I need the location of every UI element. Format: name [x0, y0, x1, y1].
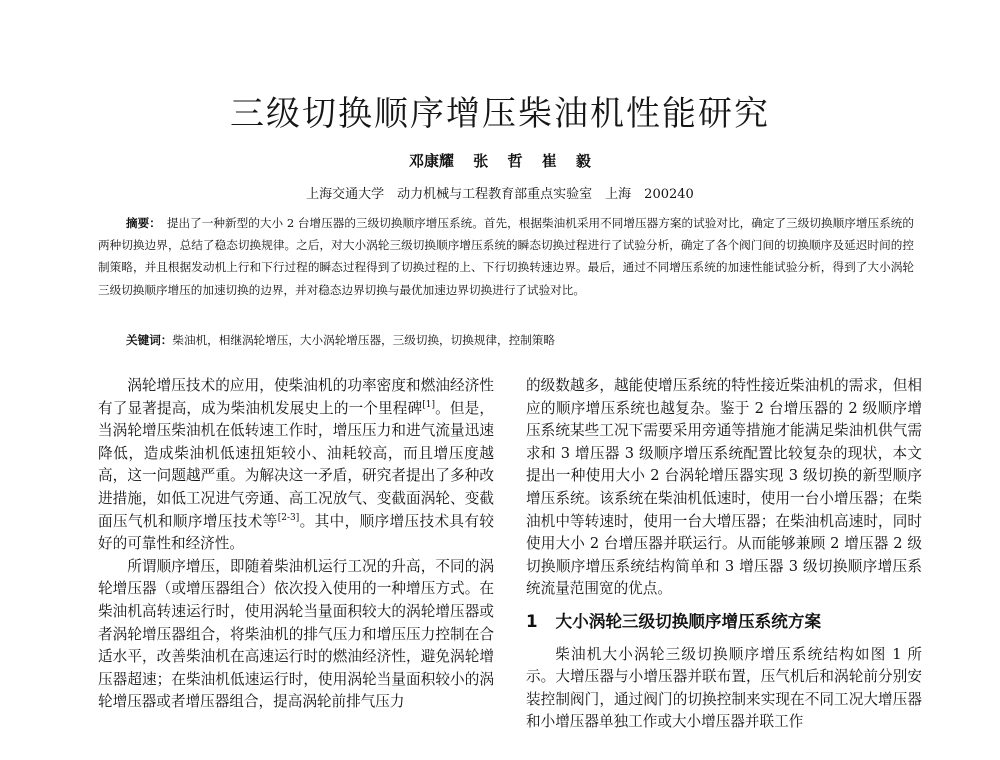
section-heading — [526, 611, 922, 634]
body-column-left — [98, 375, 494, 714]
keywords-label: 关键词： — [126, 333, 173, 347]
text-run: 。其中，顺序增压技术具有较好的可靠性和经济性。 — [98, 512, 494, 553]
paragraph: 所谓顺序增压，即随着柴油机运行工况的升高，不同的涡轮增压器（或增压器组合）依次投入使用的一种增压方式。在柴油机高转速运行时，使用涡轮当量面积较大的涡轮增压器或者涡轮增压器组合，将柴油机的排气压力和增压压力控制在合适水平，改善柴油机在高速运行时的燃油经济性，避免涡轮增压器超速；在柴油机低速运行时，使用涡轮当量面积较小的涡轮增压器或者增压器组合，提高涡轮前排气压力 — [98, 557, 494, 711]
paragraph: 的级数越多，越能使增压系统的特性接近柴油机的需求，但相应的顺序增压系统也越复杂。鉴于 2 台增压器的 2 级顺序增压系统某些工况下需要采用旁通等措施才能满足柴油机供气需求和 3 增压器 3 级顺序增压系统配置比较复杂的现状，本文提出一种使用大小 2 台涡轮增压器实现 3 级切换的新型顺序增压系统。该系统在柴油机低速时，使用一台小增压器；在柴油机中等转速时，使用一台大增压器；在柴油机高速时，同时使用大小 2 台增压器并联运行。从而能够兼顾 2 增压器 2 级切换顺序增压系统结构简单和 3 增压器 3 级切换顺序增压系统流量范围宽的优点。 — [526, 377, 922, 598]
paper-title: 三级切换顺序增压柴油机性能研究 — [230, 94, 770, 134]
keywords-text: 柴油机，相继涡轮增压，大小涡轮增压器，三级切换，切换规律，控制策略 — [172, 333, 555, 347]
paragraph — [98, 375, 494, 556]
section-title: 大小涡轮三级切换顺序增压系统方案 — [555, 611, 822, 631]
text-run: 。但是，当涡轮增压柴油机在低转速工作时，增压压力和进气流量迅速降低，造成柴油机低速扭矩较小、油耗较高，而且增压度越高，这一问题越严重。为解决这一矛盾，研究者提出了多种改进措施，如低工况进气旁通、高工况放气、变截面涡轮、变截面压气机和顺序增压技术等 — [98, 399, 494, 530]
keywords — [126, 330, 916, 350]
citation-ref: [1] — [422, 399, 436, 410]
paper-affiliation: 上海交通大学 动力机械与工程教育部重点实验室 上海 200240 — [306, 187, 694, 202]
body-column-right — [526, 375, 922, 734]
citation-ref: [2-3] — [277, 512, 300, 523]
abstract-text: 提出了一种新型的大小 2 台增压器的三级切换顺序增压系统。首先，根据柴油机采用不同增压器方案的试验对比，确定了三级切换顺序增压系统的两种切换边界，总结了稳态切换规律。之后，对大小涡轮三级切换顺序增压系统的瞬态切换过程进行了试验分析，确定了各个阀门间的切换顺序及延迟时间的控制策略，并且根据发动机上行和下行过程的瞬态过程得到了切换过程的上、下行切换转速边界。最后，通过不同增压系统的加速性能试验分析，得到了大小涡轮三级切换顺序增压的加速切换的边界，并对稳态边界切换与最优加速边界切换进行了试验对比。 — [98, 216, 914, 297]
abstract-label: 摘要： — [126, 216, 161, 230]
paper-authors: 邓康耀 张 哲 崔 毅 — [409, 152, 591, 170]
section-number: 1 — [526, 611, 538, 631]
abstract — [98, 212, 914, 301]
paragraph: 柴油机大小涡轮三级切换顺序增压系统结构如图 1 所示。大增压器与小增压器并联布置，压气机后和涡轮前分别安装控制阀门，通过阀门的切换控制来实现在不同工况大增压器和小增压器单独工作或大小增压器并联工作 — [526, 645, 922, 731]
text-run: 涡轮增压技术的应用，使柴油机的功率密度和燃油经济性有了显著提高，成为柴油机发展史上的一个里程碑 — [98, 377, 494, 417]
